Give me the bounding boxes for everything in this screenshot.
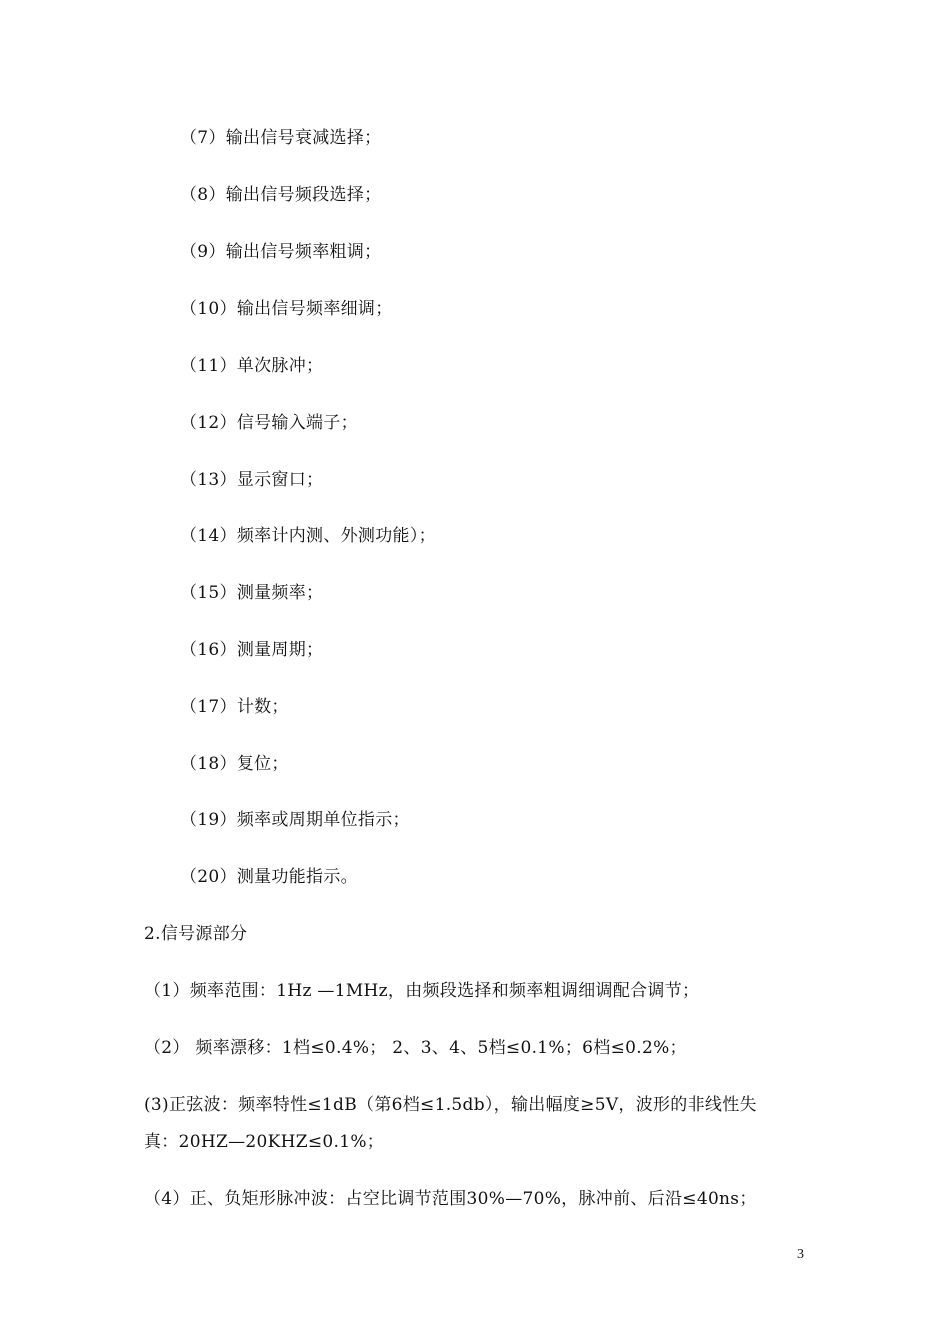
list-item: （16）测量周期； — [180, 640, 324, 660]
list-item: （20）测量功能指示。 — [180, 867, 358, 887]
list-item: （8）输出信号频段选择； — [180, 185, 382, 205]
list-item: （14）频率计内测、外测功能）； — [180, 526, 436, 546]
list-item: （19）频率或周期单位指示； — [180, 810, 410, 830]
list-item: （7）输出信号衰减选择； — [180, 128, 382, 148]
spec-item-continuation: 真：20HZ—20KHZ≤0.1%； — [144, 1132, 385, 1152]
list-item: （11）单次脉冲； — [180, 356, 324, 376]
list-item: （12）信号输入端子； — [180, 413, 358, 433]
list-item: （18）复位； — [180, 754, 289, 774]
section-heading: 2.信号源部分 — [144, 924, 248, 944]
list-item: （13）显示窗口； — [180, 470, 324, 490]
page-number: 3 — [797, 1247, 804, 1262]
list-item: （10）输出信号频率细调； — [180, 299, 393, 319]
list-item: （15）测量频率； — [180, 583, 324, 603]
spec-item: (3)正弦波：频率特性≤1dB（第6档≤1.5db），输出幅度≥5V，波形的非线性失 — [144, 1095, 757, 1115]
spec-item: （2） 频率漂移：1档≤0.4%； 2、3、4、5档≤0.1%；6档≤0.2%； — [144, 1038, 687, 1058]
spec-item: （1）频率范围：1Hz —1MHz，由频段选择和频率粗调细调配合调节； — [144, 981, 700, 1001]
spec-item: （4）正、负矩形脉冲波：占空比调节范围30%—70%，脉冲前、后沿≤40ns； — [144, 1189, 757, 1209]
list-item: （17）计数； — [180, 697, 289, 717]
list-item: （9）输出信号频率粗调； — [180, 242, 382, 262]
